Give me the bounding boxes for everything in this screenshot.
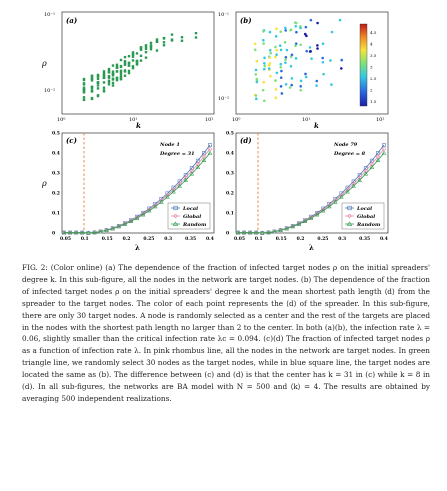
scatter-point [279,30,282,33]
scatter-point [112,70,114,72]
scatter-point [285,83,288,86]
scatter-point [254,49,257,52]
scatter-point [112,82,114,84]
scatter-point [294,44,297,47]
y-tick-label: 0.3 [226,171,234,177]
x-tick-label: 0.35 [359,237,371,242]
scatter-point [112,64,114,66]
y-tick-label: 0.4 [52,151,60,157]
scatter-point [108,83,110,85]
scatter-point [181,36,183,38]
scatter-point [269,52,272,55]
scatter-point [280,49,283,52]
x-tick-label: 0.15 [101,237,113,242]
series-marker [208,151,212,154]
scatter-point [305,76,308,79]
panel-d-node-note: Node 79 [334,142,358,148]
scatter-point [124,63,126,65]
scatter-point [294,21,297,24]
scatter-point [136,52,138,54]
scatter-point [289,86,292,89]
scatter-point [274,56,277,59]
scatter-point [305,26,308,29]
scatter-point [299,43,302,46]
panel-a-scatter [83,32,197,101]
figure-caption: FIG. 2: (Color online) (a) The dependence of the fraction of infected target nodes ρ on the initial spreaders' degree k. In this sub-figure, all the nodes in the network are target nodes. (b) The dependence of the fraction of infected target nodes ρ on the initial spreaders' degree k and the mean shortest path length ⟨d⟩ from the spreader to the target nodes. The color of each point represents the ⟨d⟩ of the spreader. In this sub-figure, there are only 30 target nodes. A node is randomly selected as a center and the rest of the targets are placed in the nodes with the shortest path length no larger than 2 to the center. In both (a)(b), the infection rate λ = 0.06, slightly smaller than the critical infection rate λc = 0.094. (c)(d) The fraction of infected target nodes ρ as a function of infection rate λ. In pink rhombus line, all the nodes in the network are target nodes. In green triangle line, we randomly select 30 nodes as the target nodes, while in blue square line, the target nodes are located the same as (b). The difference between (c) and (d) is that the center has k = 31 in (c) while k = 8 in (d). In all sub-figures, the networks are BA model with N = 500 and ⟨k⟩ = 4. The results are obtained by averaging 500 independent realizations. [22,263,430,403]
scatter-point [280,76,283,79]
scatter-point [255,94,258,97]
scatter-point [83,83,85,85]
scatter-point [268,67,271,70]
scatter-point [291,54,294,57]
scatter-point [120,59,122,61]
scatter-point [140,46,142,48]
panel-a-xtick-2: 10² [205,117,214,123]
scatter-point [262,30,265,33]
scatter-point [309,50,312,53]
scatter-point [112,84,114,86]
panel-b-xtick-1: 10¹ [302,117,311,123]
scatter-point [120,74,122,76]
scatter-point [284,61,287,64]
scatter-point [340,59,343,62]
scatter-point [83,96,85,98]
scatter-point [284,58,287,61]
scatter-point [103,89,105,91]
scatter-point [255,69,258,72]
scatter-point [103,70,105,72]
scatter-point [281,92,284,95]
scatter-point [284,41,287,44]
scatter-point [136,63,138,65]
scatter-point [256,81,259,84]
panel-d-label: (d) [240,136,252,145]
scatter-point [276,49,279,52]
panel-b-label: (b) [240,16,252,25]
scatter-point [124,56,126,58]
scatter-point [128,62,130,64]
scatter-point [103,77,105,79]
scatter-point [262,39,265,42]
panel-b-colorbar [360,24,367,106]
scatter-point [128,72,130,74]
x-tick-label: 0.4 [206,237,214,242]
scatter-point [136,60,138,62]
scatter-point [299,27,302,30]
scatter-point [181,40,183,42]
scatter-point [284,29,287,32]
colorbar-tick-label: 4.5 [370,30,377,35]
scatter-point [322,73,325,76]
scatter-point [91,78,93,80]
panel-a-ylabel: ρ [42,59,47,68]
y-tick-label: 0.5 [52,131,60,137]
scatter-point [195,32,197,34]
scatter-point [83,91,85,93]
scatter-point [97,78,99,80]
scatter-point [116,70,118,72]
scatter-point [116,64,118,66]
panel-a-xtick-0: 10⁰ [57,117,66,123]
scatter-point [145,56,147,58]
scatter-point [195,36,197,38]
scatter-point [140,55,142,57]
scatter-point [116,79,118,81]
scatter-point [97,82,99,84]
scatter-point [274,79,277,82]
x-tick-label: 0.35 [185,237,197,242]
scatter-point [268,56,271,59]
scatter-point [279,63,282,66]
scatter-point [263,56,266,59]
scatter-point [280,70,283,73]
scatter-point [289,29,292,32]
panel-c-legend [168,203,210,229]
x-tick-label: 0.05 [60,237,71,242]
scatter-point [124,75,126,77]
y-tick-label: 0 [52,231,56,237]
scatter-point [254,42,257,45]
panel-b-scatter [254,19,343,102]
scatter-point [163,37,165,39]
panel-c-degree-note: Degree = 31 [160,151,195,157]
panel-c-label: (c) [66,136,77,145]
x-tick-label: 0.25 [317,237,329,242]
scatter-point [120,66,122,68]
scatter-point [280,85,283,88]
scatter-point [339,19,342,22]
scatter-point [91,90,93,92]
x-tick-label: 0.2 [296,237,305,242]
scatter-point [132,59,134,61]
scatter-point [294,25,297,28]
scatter-point [156,49,158,51]
scatter-point [91,75,93,77]
panel-c-legend-local: Local [183,206,199,212]
x-tick-label: 0.1 [254,237,263,242]
panel-b-xtick-0: 10⁰ [232,117,241,123]
scatter-point [120,70,122,72]
scatter-point [304,73,307,76]
scatter-point [116,67,118,69]
scatter-point [108,68,110,70]
scatter-point [263,62,266,65]
scatter-point [310,19,313,22]
scatter-point [286,49,289,52]
colorbar-tick-label: 3 [370,64,373,70]
scatter-point [83,86,85,88]
scatter-point [97,84,99,86]
scatter-point [150,45,152,47]
scatter-point [262,42,265,45]
scatter-point [112,73,114,75]
scatter-point [309,46,312,49]
x-tick-label: 0.1 [80,237,89,242]
scatter-point [321,57,324,60]
scatter-point [279,44,282,47]
panel-b-ytick-1: 10⁻² [218,96,230,102]
scatter-point [276,72,279,75]
panel-a-xlabel: k [136,121,141,130]
panel-b-colorbar-ticks [370,30,377,104]
scatter-point [150,42,152,44]
x-tick-label: 0.05 [234,237,245,242]
scatter-point [291,77,294,80]
scatter-point [97,75,99,77]
scatter-point [171,38,173,40]
scatter-point [290,84,293,87]
scatter-point [254,73,257,76]
panel-b [218,12,388,130]
scatter-point [316,22,319,25]
scatter-point [279,66,282,69]
scatter-point [171,33,173,35]
scatter-point [145,48,147,50]
scatter-point [97,95,99,97]
scatter-point [124,70,126,72]
scatter-point [132,51,134,53]
scatter-point [300,80,303,83]
scatter-point [83,89,85,91]
panel-a [41,12,214,130]
panel-d-legend-local: Local [357,206,373,212]
panel-b-xtick-2: 10² [376,117,385,123]
scatter-point [285,56,288,59]
scatter-point [263,68,266,71]
panel-c-xlabel: λ [135,243,140,252]
scatter-point [304,33,307,36]
scatter-point [83,78,85,80]
scatter-point [108,81,110,83]
scatter-point [132,67,134,69]
scatter-point [128,70,130,72]
panel-b-xlabel: k [314,121,319,130]
scatter-point [128,64,130,66]
scatter-point [316,44,319,47]
scatter-point [255,98,258,101]
scatter-point [91,86,93,88]
scatter-point [274,46,277,49]
scatter-point [331,31,334,34]
x-tick-label: 0.3 [338,237,347,242]
x-tick-label: 0.15 [275,237,287,242]
scatter-point [295,31,298,34]
x-tick-label: 0.25 [143,237,155,242]
y-tick-label: 0.4 [226,151,234,157]
scatter-point [275,53,278,56]
panel-d [226,131,388,253]
scatter-point [269,49,272,52]
panel-a-xtick-1: 10¹ [129,117,138,123]
scatter-point [295,57,298,60]
colorbar-tick-label: 3.5 [370,53,377,58]
x-tick-label: 0.4 [380,237,388,242]
panel-a-ytick-0: 10⁻¹ [44,12,56,18]
scatter-point [91,98,93,100]
y-tick-label: 0.2 [52,191,60,197]
scatter-point [97,87,99,89]
panel-a-ytick-1: 10⁻² [44,88,56,94]
scatter-point [262,89,265,92]
scatter-point [83,99,85,101]
scatter-point [145,51,147,53]
scatter-point [322,42,325,45]
x-tick-label: 0.3 [164,237,173,242]
panel-d-degree-note: Degree = 8 [334,151,366,157]
scatter-point [316,47,319,50]
panel-d-legend-random: Random [357,222,381,228]
scatter-point [112,78,114,80]
scatter-point [315,80,318,83]
scatter-point [330,83,333,86]
scatter-point [305,50,308,53]
y-tick-label: 0.1 [52,211,60,217]
scatter-point [120,76,122,78]
y-tick-label: 0 [226,231,230,237]
scatter-point [275,88,278,91]
panel-d-legend-global: Global [357,214,376,220]
colorbar-tick-label: 2 [370,87,373,93]
x-tick-label: 0.2 [122,237,131,242]
scatter-point [310,57,313,60]
panel-c-legend-random: Random [183,222,207,228]
panel-c-node-note: Node 1 [160,142,180,148]
scatter-point [263,65,266,68]
scatter-point [275,27,278,30]
scatter-point [315,84,318,87]
colorbar-tick-label: 1.5 [370,99,377,104]
scatter-point [299,85,302,88]
scatter-point [255,60,258,63]
scatter-point [290,65,293,68]
panel-d-legend [342,203,384,229]
scatter-point [145,44,147,46]
scatter-point [108,71,110,73]
scatter-point [329,59,332,62]
y-tick-label: 0.2 [226,191,234,197]
scatter-point [140,59,142,61]
scatter-point [284,27,287,30]
scatter-point [299,89,302,92]
scatter-point [108,76,110,78]
panel-d-xlabel: λ [309,243,314,252]
scatter-point [268,64,271,67]
scatter-point [269,31,272,34]
scatter-point [128,55,130,57]
scatter-point [163,41,165,43]
scatter-point [132,54,134,56]
scatter-point [262,81,265,84]
panel-c-legend-global: Global [183,214,202,220]
panel-a-label: (a) [66,16,78,25]
y-tick-label: 0.1 [226,211,234,217]
panel-c [41,131,214,253]
colorbar-tick-label: 2.5 [370,76,377,81]
scatter-point [322,61,325,64]
y-tick-label: 0.3 [52,171,60,177]
panel-c-ylabel: ρ [42,179,47,188]
colorbar-tick-label: 4 [370,41,373,47]
scatter-point [275,35,278,38]
scatter-point [340,67,343,70]
scatter-point [263,99,266,102]
series-marker [382,151,386,154]
scatter-point [274,96,277,99]
y-tick-label: 0.5 [226,131,234,137]
scatter-point [103,81,105,83]
scatter-point [103,74,105,76]
scatter-point [156,38,158,40]
panel-b-ytick-0: 10⁻¹ [218,12,230,18]
scatter-point [156,41,158,43]
scatter-point [103,87,105,89]
scatter-point [163,44,165,46]
scatter-point [269,75,272,78]
